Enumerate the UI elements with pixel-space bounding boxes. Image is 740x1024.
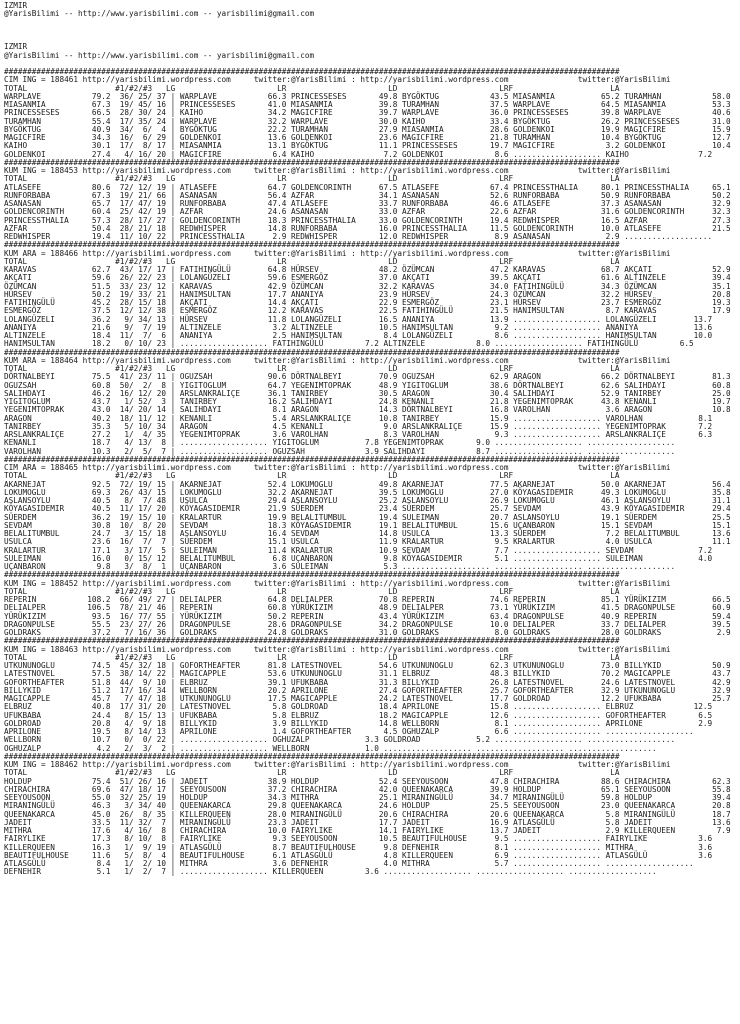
table-row: LATESTNOVEL 57.5 38/ 14/ 22 | MAGICAPPLE 53.6 UTKUNUNOGLU 31.1 ELBRUZ 48.3 BILLYKID 70.2 MAGICAPPLE 43.7: [4, 669, 731, 679]
column-header-line: TOTAL #1/#2/#3 LG LR LD LRF LA: [4, 364, 620, 373]
table-row: PRINCESSTHALIA 57.3 28/ 17/ 27 | GOLDENCORINTH 18.3 PRINCESSTHALIA 33.0 GOLDENCORINTH 19.4 REDWHISPER 16.5 AZFAR 27.3: [4, 215, 731, 225]
table-row: KILLERQUEEN 16.3 1/ 9/ 19 | ATLASGÜLÜ 8.7 BEAUTIFULHOUSE 9.8 DEFNEHIR 8.1 ................... MITHRA 3.6: [4, 842, 713, 852]
table-row: KENANLI 18.7 4/ 13/ 8 | ................... YIGITOGLUM 7.8 YEGENIMTOPRAK 9.0 ................... ...................: [4, 438, 676, 448]
table-row: TURAMHAN 55.4 17/ 35/ 24 | WARPLAVE 32.2 WARPLAVE 30.0 KAIHO 33.4 BYGÖKTUG 26.2 PRINCESSESES 31.0: [4, 116, 731, 126]
table-row: SÜERDEM 36.2 19/ 15/ 10 | KRALARTUR 19.9 BELALITUMBUL 19.4 SULEIMAN 20.7 ASLANSOYLU 19.1 SÜERDEM 25.5: [4, 512, 731, 522]
table-row: LOKUMOGLU 69.3 26/ 43/ 15 | LOKUMOGLU 32.2 AKARNEJAT 39.5 LOKUMOGLU 27.0 KÖYAGASIDEMIR 49.3 LOKUMOGLU 35.8: [4, 487, 731, 497]
table-row: FATIHINGÜLÜ 45.2 28/ 15/ 18 | AKÇATI 14.4 AKÇATI 22.9 ESMERGÖZ 23.1 HÜRSEV 23.7 ESMERGÖZ 19.3: [4, 298, 731, 307]
blank-line: [4, 27, 736, 35]
table-row: BILLYKID 51.2 17/ 16/ 34 | WELLBORN 20.2 APRILONE 27.4 GOFORTHEAFTER 25.7 GOFORTHEAFTER 32.9 UTKUNUNOGLU 32.9: [4, 685, 731, 695]
table-row: GOLDROAD 20.8 4/ 9/ 18 | BILLYKID 3.9 BILLYKID 14.8 WELLBORN 8.1 ................... APRILONE 2.9: [4, 718, 713, 728]
column-header-line: TOTAL #1/#2/#3 LG LR LD LRF LA: [4, 652, 620, 662]
table-row: OGUZSAH 60.8 50/ 2/ 8 | YIGITOGLUM 64.7 YEGENIMTOPRAK 48.9 YIGITOGLUM 38.6 DÖRTNALBEYI 62.6 SALIHDAYI 60.8: [4, 380, 731, 390]
column-header-line: TOTAL #1/#2/#3 LG LR LD LRF LA: [4, 174, 620, 184]
table-row: GOLDRAKS 37.2 7/ 16/ 36 | GOLDRAKS 24.8 GOLDRAKS 31.0 GOLDRAKS 8.0 GOLDRAKS 28.0 GOLDRAKS 2.9: [4, 628, 731, 637]
table-row: ATLASGÜLÜ 8.4 1/ 2/ 10 | MITHRA 3.6 DEFNEHIR 4.0 MITHRA 5.7 ................... ...................: [4, 859, 694, 868]
race-header-line: KUM ING = 188462 http://yarisbilimi.wordpress.com twitter:@YarisBilimi : http://yarisbilimi.wordpress.com twitter:@YarisBilimi: [4, 760, 671, 769]
race-header-line: KUM ING = 188453 http://yarisbilimi.wordpress.com twitter:@YarisBilimi : http://yarisbilimi.wordpress.com twitter:@YarisBilimi: [4, 166, 671, 175]
blank-line: [4, 19, 736, 27]
table-row: KÖYAGASIDEMIR 40.5 11/ 17/ 20 | KÖYAGASIDEMIR 21.9 SÜERDEM 23.4 SÜERDEM 25.7 SEVDAM 43.9 KÖYAGASIDEMIR 29.4: [4, 504, 731, 514]
table-row: DÖRTNALBEYI 75.5 41/ 23/ 11 | OGUZSAH 90.6 DÖRTNALBEYI 70.9 OGUZSAH 62.9 ARAGON 66.2 DÖRTNALBEYI 81.3: [4, 372, 731, 382]
table-row: VAROLHAN 10.3 2/ 5/ 7 | ................... OGUZSAH 3.9 SALIHDAYI 8.7 ................... ...................: [4, 446, 676, 456]
column-header-line: TOTAL #1/#2/#3 LG LR LD LRF LA: [4, 586, 620, 596]
table-row: GOFORTHEAFTER 51.8 44/ 9/ 10 | ELBRUZ 39.1 UFUKBABA 31.3 BILLYKID 26.8 LATESTNOVEL 24.6 LATESTNOVEL 42.9: [4, 677, 731, 687]
column-header-line: TOTAL #1/#2/#3 LG LR LD LRF LA: [4, 768, 620, 778]
table-row: BELALITUMBUL 24.7 3/ 15/ 18 | ASLANSOYLU 16.4 SEVDAM 14.8 USULCA 13.3 SÜERDEM 7.2 BELALITUMBUL 13.6: [4, 529, 731, 538]
table-row: KRALARTUR 17.1 3/ 17/ 5 | SULEIMAN 11.4 KRALARTUR 10.9 SEVDAM 7.7 ................... SEVDAM 7.2: [4, 545, 713, 555]
table-row: WARPLAVE 79.2 36/ 25/ 37 | WARPLAVE 66.3 PRINCESSESES 49.8 BYGÖKTUG 43.5 MIASANMIA 65.2 TURAMHAN 58.0: [4, 91, 731, 101]
table-row: HOLDUP 75.4 51/ 26/ 16 | JADEIT 38.9 HOLDUP 52.4 SEEYOUSOON 47.8 CHIRACHIRA 88.6 CHIRACHIRA 62.3: [4, 776, 731, 786]
table-row: ARAGON 40.2 18/ 11/ 12 | KENANLI 5.4 ARSLANKRALIÇE 10.8 TANIRBEY 15.9 ................... VAROLHAN 8.1: [4, 413, 713, 423]
table-row: GOLDENKOI 27.4 4/ 16/ 20 | MAGICFIRE 6.4 KAIHO 7.2 GOLDENKOI 8.6 ................... KAIHO 7.2: [4, 149, 713, 159]
table-row: FAIRYLIKE 17.3 8/ 10/ 8 | FAIRYLIKE 9.3 SEEYOUSOON 10.5 BEAUTIFULHOUSE 9.5 ................... FAIRYLIKE 3.6: [4, 834, 713, 844]
table-row: UTKUNUNOGLU 74.5 45/ 32/ 18 | GOFORTHEAFTER 81.8 LATESTNOVEL 54.6 UTKUNUNOGLU 62.3 UTKUNUNOGLU 73.0 BILLYKID 50.9: [4, 661, 731, 670]
table-row: BYGÖKTUG 40.9 34/ 6/ 4 | BYGÖKTUG 22.2 TURAMHAN 27.9 MIASANMIA 28.6 GOLDENKOI 19.9 MAGICFIRE 15.9: [4, 124, 731, 134]
race-header-line: KUM ARA = 188464 http://yarisbilimi.wordpress.com twitter:@YarisBilimi : http://yarisbilimi.wordpress.com twitter:@YarisBilimi: [4, 355, 671, 365]
table-row: ESMERGÖZ 37.5 12/ 12/ 38 | ESMERGÖZ 12.2 KARAVAS 22.5 FATIHINGÜLÜ 21.5 HANIMSULTAN 8.7 KARAVAS 17.9: [4, 306, 731, 316]
table-row: YEGENIMTOPRAK 43.0 14/ 20/ 14 | SALIHDAYI 8.1 ARAGON 14.3 DÖRTNALBEYI 16.8 VAROLHAN 3.6 ARAGON 10.8: [4, 405, 731, 415]
table-row: TANIRBEY 35.3 5/ 10/ 34 | ARAGON 4.5 KENANLI 9.0 ARSLANKRALIÇE 15.9 ................... YEGENIMTOPRAK 7.2: [4, 421, 713, 431]
table-row: MIASANMIA 67.3 19/ 45/ 16 | PRINCESSESES 41.0 MIASANMIA 39.8 TURAMHAN 37.5 WARPLAVE 64.5 MIASANMIA 53.3: [4, 100, 731, 109]
section-divider: #####################################################################################################################################: [4, 751, 620, 761]
race-header-line: CIM ING = 188461 http://yarisbilimi.wordpress.com twitter:@YarisBilimi : http://yarisbilimi.wordpress.com twitter:@YarisBilimi: [4, 75, 671, 85]
table-row: MAGICAPPLE 45.7 7/ 47/ 18 | UTKUNUNOGLU 17.5 MAGICAPPLE 24.2 LATESTNOVEL 17.7 GOLDROAD 12.2 UFUKBABA 25.7: [4, 694, 731, 703]
table-row: APRILONE 19.5 8/ 14/ 13 | APRILONE 1.4 GOFORTHEAFTER 4.5 OGHUZALP 6.6 ................... ...................: [4, 727, 694, 736]
text-line: @YarisBilimi -- http://www.yarisbilimi.com -- yarisbilimi@gmail.com: [4, 50, 315, 60]
table-row: KARAVAS 62.7 43/ 17/ 17 | FATIHINGÜLÜ 64.8 HÜRSEV 48.2 ÖZÜMCAN 47.2 KARAVAS 68.7 AKÇATI 52.9: [4, 265, 731, 274]
table-row: LOLANGÜZELI 36.2 9/ 34/ 13 | HÜRSEV 11.8 LOLANGÜZELI 16.5 ANANIYA 13.9 ................... LOLANGÜZELI 13.7: [4, 314, 713, 324]
section-divider: #####################################################################################################################################: [4, 636, 620, 646]
table-row: DEFNEHIR 5.1 1/ 2/ 7 | ................... KILLERQUEEN 3.6 ................... ................... ...................: [4, 867, 657, 877]
race-header-line: KUM ARA = 188466 http://yarisbilimi.wordpress.com twitter:@YarisBilimi : http://yarisbilimi.wordpress.com twitter:@YarisBilimi: [4, 248, 671, 258]
table-row: WELLBORN 10.7 0/ 0/ 22 | ................... OGHUZALP 3.3 GOLDROAD 5.2 ................... ...................: [4, 735, 676, 745]
table-row: KAIHO 30.1 17/ 8/ 17 | MIASANMIA 13.1 BYGÖKTUG 11.1 PRINCESSESES 19.7 MAGICFIRE 3.2 GOLDENKOI 10.4: [4, 141, 731, 151]
table-row: REPERIN 108.2 66/ 49/ 27 | DELIALPER 64.8 DELIALPER 70.8 REPERIN 74.6 REPERIN 85.1 YÜRÜKIZIM 66.5: [4, 595, 731, 604]
table-row: ATLASEFE 80.6 72/ 12/ 19 | ATLASEFE 64.7 GOLDENCORINTH 67.5 ATLASEFE 67.4 PRINCESSTHALIA 80.1 PRINCESSTHALIA 65.1: [4, 182, 731, 192]
column-header-line: TOTAL #1/#2/#3 LG LR LD LRF LA: [4, 471, 620, 481]
table-row: MIRANINGÜLÜ 46.3 3/ 34/ 40 | QUEENAKARCA 29.8 QUEENAKARCA 24.6 HOLDUP 25.5 SEEYOUSOON 23.0 QUEENAKARCA 20.8: [4, 801, 731, 811]
table-row: YÜRÜKIZIM 93.5 16/ 77/ 55 | YÜRÜKIZIM 50.2 REPERIN 43.4 YÜRÜKIZIM 63.4 DRAGONPULSE 40.9 REPERIN 59.4: [4, 611, 731, 621]
table-row: SEEYOUSOON 55.0 32/ 25/ 19 | HOLDUP 34.3 MITHRA 25.1 MIRANINGÜLÜ 34.7 MIRANINGÜLÜ 59.8 HOLDUP 39.4: [4, 793, 731, 802]
table-row: UFUKBABA 24.4 8/ 15/ 13 | UFUKBABA 5.8 ELBRUZ 18.2 MAGICAPPLE 12.6 ................... GOFORTHEAFTER 6.5: [4, 710, 713, 720]
section-divider: #####################################################################################################################################: [4, 240, 620, 250]
table-row: OGHUZALP 4.2 2/ 3/ 2 | ................... WELLBORN 1.0 ................... ................... ...................: [4, 743, 657, 753]
race-header-line: KUM ING = 188463 http://yarisbilimi.wordpress.com twitter:@YarisBilimi : http://yarisbilimi.wordpress.com twitter:@YarisBilimi: [4, 644, 671, 654]
table-row: SALIHDAYI 46.2 16/ 12/ 20 | ARSLANKRALIÇE 36.1 TANIRBEY 30.5 ARAGON 30.4 SALIHDAYI 52.9 TANIRBEY 25.0: [4, 388, 731, 398]
text-line: IZMIR: [4, 1, 28, 10]
table-row: UÇANBARON 9.8 3/ 8/ 1 | UÇANBARON 3.6 SULEIMAN 5.3 ................... ................... ...................: [4, 562, 676, 571]
table-row: MAGICFIRE 34.3 16/ 6/ 29 | GOLDENKOI 13.6 GOLDENKOI 23.6 MAGICFIRE 21.8 TURAMHAN 10.4 BYGÖKTUG 12.7: [4, 133, 731, 142]
table-row: HANIMSULTAN 18.2 0/ 10/ 23 | ................... FATIHINGÜLÜ 7.2 ALTINZELE 8.0 ................... FATIHINGÜLÜ 6.5: [4, 339, 694, 349]
table-row: USULCA 23.6 16/ 7/ 7 | SÜERDEM 15.1 USULCA 11.9 KRALARTUR 9.5 KRALARTUR 4.0 USULCA 11.1: [4, 537, 731, 547]
section-divider: #####################################################################################################################################: [4, 454, 620, 464]
table-row: BEAUTIFULHOUSE 11.6 5/ 8/ 4 | BEAUTIFULHOUSE 6.1 ATLASGÜLÜ 4.8 KILLERQUEEN 6.9 ................... ATLASGÜLÜ 3.6: [4, 850, 713, 860]
table-row: ARSLANKRALIÇE 27.2 1/ 4/ 35 | YEGENIMTOPRAK 3.6 VAROLHAN 8.3 VAROLHAN 9.3 ................... ARSLANKRALIÇE 6.3: [4, 430, 713, 439]
race-header-line: KUM ING = 188452 http://yarisbilimi.wordpress.com twitter:@YarisBilimi : http://yarisbilimi.wordpress.com twitter:@YarisBilimi: [4, 578, 671, 588]
table-row: AZFAR 50.4 28/ 21/ 18 | REDWHISPER 14.8 RUNFORBABA 16.0 PRINCESSTHALIA 11.5 GOLDENCORINTH 10.0 ATLASEFE 21.5: [4, 223, 731, 233]
column-header-line: TOTAL #1/#2/#3 LG LR LD LRF LA: [4, 83, 620, 93]
section-divider: #####################################################################################################################################: [4, 157, 620, 167]
section-divider: #####################################################################################################################################: [4, 570, 620, 580]
table-row: ELBRUZ 40.8 17/ 31/ 20 | LATESTNOVEL 5.8 GOLDROAD 18.4 APRILONE 15.8 ................... ELBRUZ 12.5: [4, 702, 713, 712]
table-row: ALTINZELE 18.4 11/ 7/ 6 | ANANIYA 2.5 HANIMSULTAN 8.4 LOLANGÜZELI 8.6 ................... HANIMSULTAN 10.0: [4, 331, 713, 340]
table-row: ÖZÜMCAN 51.5 33/ 23/ 12 | KARAVAS 42.9 ÖZÜMCAN 32.2 KARAVAS 34.0 FATIHINGÜLÜ 34.3 ÖZÜMCAN 35.1: [4, 281, 731, 291]
table-row: HÜRSEV 50.2 19/ 33/ 21 | HANIMSULTAN 17.7 ANANIYA 23.9 HÜRSEV 24.3 ÖZÜMCAN 32.2 HÜRSEV 20.8: [4, 289, 731, 299]
table-row: AKÇATI 59.6 26/ 22/ 23 | LOLANGÜZELI 59.6 ESMERGÖZ 37.0 AKÇATI 39.5 AKÇATI 61.6 ALTINZELE 39.4: [4, 273, 731, 283]
section-divider: #####################################################################################################################################: [4, 67, 620, 76]
table-row: RUNFORBABA 67.3 19/ 21/ 66 | ASANASAN 56.4 AZFAR 34.1 ASANASAN 52.6 RUNFORBABA 50.9 RUNFORBABA 50.2: [4, 190, 731, 200]
table-row: CHIRACHIRA 69.6 47/ 18/ 17 | SEEYOUSOON 37.2 CHIRACHIRA 42.0 QUEENAKARCA 39.9 HOLDUP 65.1 SEEYOUSOON 55.8: [4, 784, 731, 794]
table-row: DELIALPER 106.5 78/ 21/ 46 | REPERIN 60.8 YÜRÜKIZIM 48.9 DELIALPER 73.1 YÜRÜKIZIM 41.5 DRAGONPULSE 60.9: [4, 603, 731, 613]
table-row: JADEIT 33.5 11/ 32/ 7 | MIRANINGÜLÜ 23.3 JADEIT 17.7 JADEIT 16.9 ATLASGÜLÜ 5.8 JADEIT 13.6: [4, 817, 731, 827]
table-row: SULEIMAN 16.0 0/ 15/ 12 | BELALITUMBUL 6.8 UÇANBARON 9.8 KÖYAGASIDEMIR 5.1 ................... SULEIMAN 4.0: [4, 553, 713, 563]
table-row: AKARNEJAT 92.5 72/ 19/ 15 | AKARNEJAT 52.4 LOKUMOGLU 49.8 AKARNEJAT 77.5 AKARNEJAT 50.0 AKARNEJAT 56.4: [4, 479, 731, 489]
table-row: DRAGONPULSE 55.5 23/ 27/ 26 | DRAGONPULSE 28.6 DRAGONPULSE 34.2 DRAGONPULSE 10.0 DELIALPER 33.7 DELIALPER 39.5: [4, 619, 731, 629]
table-row: MITHRA 17.6 4/ 16/ 8 | CHIRACHIRA 10.0 FAIRYLIKE 14.1 FAIRYLIKE 13.7 JADEIT 2.9 KILLERQUEEN 7.9: [4, 826, 731, 835]
table-row: PRINCESSESES 66.5 28/ 30/ 24 | KAIHO 34.2 MAGICFIRE 39.7 WARPLAVE 36.0 PRINCESSESES 39.8 WARPLAVE 40.6: [4, 108, 731, 118]
section-divider: #####################################################################################################################################: [4, 347, 620, 357]
table-row: SEVDAM 30.8 10/ 8/ 20 | SEVDAM 18.3 KÖYAGASIDEMIR 19.1 BELALITUMBUL 15.6 UÇANBARON 15.1 SEVDAM 15.1: [4, 520, 731, 530]
text-line: @YarisBilimi -- http://www.yarisbilimi.com -- yarisbilimi@gmail.com: [4, 9, 315, 19]
table-row: GOLDENCORINTH 60.4 25/ 42/ 19 | AZFAR 24.6 ASANASAN 33.0 AZFAR 22.6 AZFAR 31.6 GOLDENCORINTH 32.3: [4, 207, 731, 217]
column-header-line: TOTAL #1/#2/#3 LG LR LD LRF LA: [4, 256, 620, 266]
table-row: ASLANSOYLU 40.5 8/ 7/ 48 | USULCA 29.4 ASLANSOYLU 25.2 ASLANSOYLU 26.9 LOKUMOGLU 46.1 ASLANSOYLU 31.1: [4, 496, 731, 505]
table-row: YIGITOGLUM 43.7 1/ 52/ 3 | TANIRBEY 16.2 SALIHDAYI 24.8 KENANLI 21.8 YEGENIMTOPRAK 43.8 KENANLI 19.7: [4, 397, 731, 406]
table-row: QUEENAKARCA 45.0 26/ 8/ 35 | KILLERQUEEN 28.0 MIRANINGÜLÜ 20.6 CHIRACHIRA 20.6 QUEENAKARCA 5.8 MIRANINGÜLÜ 18.7: [4, 809, 731, 819]
table-row: ASANASAN 65.7 17/ 47/ 19 | RUNFORBABA 47.4 ATLASEFE 33.7 RUNFORBABA 46.6 ATLASEFE 37.3 ASANASAN 32.9: [4, 199, 731, 208]
race-header-line: CIM ARA = 188465 http://yarisbilimi.wordpress.com twitter:@YarisBilimi : http://yarisbilimi.wordpress.com twitter:@YarisBilimi: [4, 463, 671, 472]
table-row: ANANIYA 21.6 9/ 7/ 19 | ALTINZELE 3.2 ALTINZELE 10.5 HANIMSULTAN 9.2 ................... ANANIYA 13.6: [4, 322, 713, 332]
table-row: REDWHISPER 19.4 11/ 10/ 22 | PRINCESSTHALIA 2.9 REDWHISPER 12.0 REDWHISPER 8.9 ASANASAN 2.9 ...................: [4, 232, 713, 241]
blank-line: [4, 35, 736, 43]
text-line: IZMIR: [4, 42, 28, 52]
